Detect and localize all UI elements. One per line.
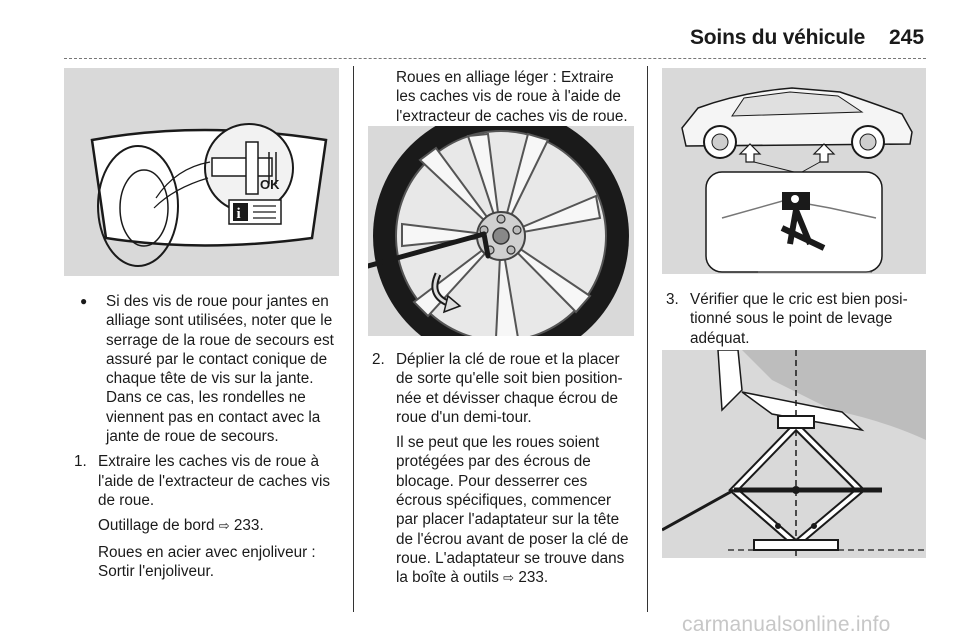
figure-jack [662, 350, 926, 558]
cross-reference-icon: ⇨ [503, 571, 515, 587]
step-1-marker: 1. [74, 453, 87, 471]
step-3-marker: 3. [666, 291, 679, 308]
step-2-text: Déplier la clé de roue et la placer de sorte qu'elle soit bien positionnée et dévisser chaque écrou de roue d'un demi-tour. [396, 351, 623, 426]
step-1-text: Extraire les caches vis de roue à l'aide de l'extracteur de caches vis de roue. [98, 453, 331, 509]
info-icon: i [236, 206, 241, 222]
step-3-text: Vérifier que le cric est bien positionné sous le point de levage adéquat. [690, 291, 908, 347]
figure-wheel-wrench [368, 126, 634, 336]
jack-illustration [662, 350, 926, 558]
column-3-text [666, 290, 930, 348]
step-1-steel-wheels: Roues en acier avec enjoliveur : Sortir l'enjoliveur. [98, 543, 316, 580]
wheel-bolt-illustration [64, 68, 339, 276]
figure-lifting-points [662, 68, 926, 274]
page-reference: 233. [233, 517, 264, 535]
header-rule [64, 58, 926, 60]
step-1 [74, 452, 342, 581]
lifting-points-illustration [662, 68, 926, 274]
page-number: 245 [889, 26, 925, 49]
page-reference: 233. [518, 569, 549, 587]
step-2 [372, 350, 634, 589]
bullet-text: Si des vis de roue pour jantes en alliage sont utilisées, noter que le serrage de la roue de secours est assuré par le contact conique de chaque tête de vis sur la jante. Dans ce cas, les rondelles ne viennent pas en contact avec la jante de roue de secours. [106, 293, 334, 446]
wheel-wrench-illustration [368, 126, 634, 336]
ok-label: OK [260, 177, 280, 192]
section-title: Soins du véhicule [690, 26, 866, 49]
cross-reference-icon: ⇨ [218, 519, 230, 535]
step-2-locking-nuts: Il se peut que les roues soient protégées par des écrous de blocage. Pour desserrer ces écrous spécifiques, commencer par placer l'adaptateur sur la tête de l'écrou avant de poser la clé de roue. L'adaptateur se trouve dans la boîte à outils ⇨ 233. [396, 434, 629, 587]
column-divider-2 [647, 66, 648, 612]
step-3 [666, 290, 930, 348]
column-1-text [74, 292, 342, 581]
bullet-item [80, 292, 342, 446]
figure-wheel-bolt [64, 68, 339, 276]
alloy-wheels-text: Roues en alliage léger : Extraire les caches vis de roue à l'aide de l'extracteur de caches vis de roue. [396, 69, 628, 125]
step-1-tools: Outillage de bord ⇨ 233. [98, 517, 264, 535]
watermark: carmanualsonline.info [682, 613, 891, 636]
bullet-marker: ● [80, 294, 88, 308]
step-2-marker: 2. [372, 351, 385, 368]
page-header [0, 0, 960, 60]
column-2-text [372, 350, 634, 589]
column-divider-1 [353, 66, 354, 612]
